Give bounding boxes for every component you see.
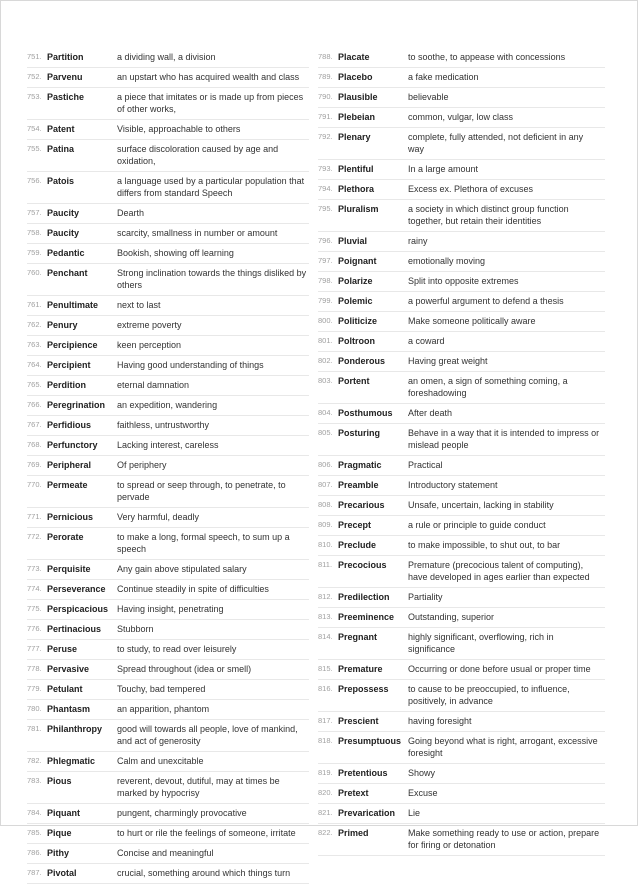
vocab-entry <box>318 272 605 292</box>
vocab-entry <box>318 160 605 180</box>
entry-number: 766. <box>27 400 42 409</box>
vocab-entry <box>318 332 605 352</box>
vocab-entry <box>27 752 309 772</box>
entry-number: 809. <box>318 520 333 529</box>
entry-word: Placebo <box>338 72 373 82</box>
entry-definition: scarcity, smallness in number or amount <box>117 228 278 238</box>
entry-definition: reverent, devout, dutiful, may at times be marked by hypocrisy <box>117 776 280 798</box>
entry-definition: to make impossible, to shut out, to bar <box>408 540 561 550</box>
entry-number: 803. <box>318 376 333 385</box>
entry-definition: Partiality <box>408 592 443 602</box>
vocab-entry <box>318 312 605 332</box>
entry-definition: extreme poverty <box>117 320 182 330</box>
entry-word: Poignant <box>338 256 377 266</box>
entry-definition: Introductory statement <box>408 480 498 490</box>
entry-number: 816. <box>318 684 333 693</box>
vocab-entry <box>27 48 309 68</box>
entry-number: 763. <box>27 340 42 349</box>
entry-definition: Behave in a way that it is intended to impress or mislead people <box>408 428 600 450</box>
entry-word: Preclude <box>338 540 377 550</box>
entry-definition: Bookish, showing off learning <box>117 248 234 258</box>
entry-word: Pastiche <box>47 92 85 102</box>
entry-number: 765. <box>27 380 42 389</box>
vocab-entry <box>27 508 309 528</box>
entry-definition: to study, to read over leisurely <box>117 644 237 654</box>
entry-number: 812. <box>318 592 333 601</box>
vocab-entry <box>318 108 605 128</box>
vocab-entry <box>27 528 309 560</box>
entry-word: Peregrination <box>47 400 106 410</box>
entry-number: 804. <box>318 408 333 417</box>
vocab-entry <box>27 640 309 660</box>
entry-number: 762. <box>27 320 42 329</box>
entry-definition: a rule or principle to guide conduct <box>408 520 546 530</box>
entry-number: 782. <box>27 756 42 765</box>
vocab-entry <box>318 536 605 556</box>
entry-number: 810. <box>318 540 333 549</box>
entry-number: 792. <box>318 132 333 141</box>
vocab-entry <box>318 608 605 628</box>
vocab-entry <box>318 68 605 88</box>
entry-number: 778. <box>27 664 42 673</box>
entry-word: Pedantic <box>47 248 85 258</box>
entry-word: Phantasm <box>47 704 91 714</box>
entry-number: 790. <box>318 92 333 101</box>
vocab-entry <box>27 720 309 752</box>
entry-word: Plentiful <box>338 164 374 174</box>
vocab-entry <box>318 128 605 160</box>
entry-word: Predilection <box>338 592 390 602</box>
vocab-entry <box>27 224 309 244</box>
entry-number: 801. <box>318 336 333 345</box>
entry-word: Posthumous <box>338 408 393 418</box>
vocab-entry <box>27 772 309 804</box>
entry-word: Pernicious <box>47 512 94 522</box>
vocab-entry <box>27 844 309 864</box>
vocab-entry <box>318 628 605 660</box>
entry-word: Preamble <box>338 480 379 490</box>
entry-number: 785. <box>27 828 42 837</box>
vocab-entry <box>27 120 309 140</box>
entry-definition: crucial, something around which things turn <box>117 868 291 878</box>
vocab-entry <box>27 172 309 204</box>
entry-word: Plausible <box>338 92 378 102</box>
entry-number: 773. <box>27 564 42 573</box>
entry-word: Precarious <box>338 500 385 510</box>
vocab-entry <box>318 824 605 856</box>
entry-word: Primed <box>338 828 369 838</box>
entry-word: Perspicacious <box>47 604 109 614</box>
entry-definition: Premature (precocious talent of computing), have developed in ages earlier than expected <box>408 560 590 582</box>
entry-definition: common, vulgar, low class <box>408 112 514 122</box>
entry-definition: Spread throughout (idea or smell) <box>117 664 252 674</box>
entry-word: Precocious <box>338 560 387 570</box>
entry-number: 776. <box>27 624 42 633</box>
entry-word: Permeate <box>47 480 88 490</box>
entry-number: 821. <box>318 808 333 817</box>
vocab-entry <box>318 712 605 732</box>
entry-definition: Strong inclination towards the things disliked by others <box>117 268 307 290</box>
entry-number: 817. <box>318 716 333 725</box>
entry-word: Penury <box>47 320 78 330</box>
vocab-entry <box>27 204 309 224</box>
entry-number: 772. <box>27 532 42 541</box>
entry-number: 819. <box>318 768 333 777</box>
entry-definition: Occurring or done before usual or proper time <box>408 664 591 674</box>
entry-word: Pique <box>47 828 72 838</box>
entry-number: 760. <box>27 268 42 277</box>
entry-word: Preeminence <box>338 612 395 622</box>
entry-number: 754. <box>27 124 42 133</box>
vocab-entry <box>318 88 605 108</box>
entry-definition: pungent, charmingly provocative <box>117 808 247 818</box>
entry-definition: Lie <box>408 808 421 818</box>
entry-definition: a fake medication <box>408 72 479 82</box>
vocab-entry <box>27 660 309 680</box>
entry-definition: Make something ready to use or action, prepare for firing or detonation <box>408 828 600 850</box>
vocab-entry <box>318 352 605 372</box>
vocab-entry <box>27 476 309 508</box>
entry-word: Prevarication <box>338 808 396 818</box>
entry-number: 781. <box>27 724 42 733</box>
entry-number: 806. <box>318 460 333 469</box>
entry-number: 808. <box>318 500 333 509</box>
entry-number: 811. <box>318 560 333 569</box>
vocab-entry <box>318 404 605 424</box>
entry-word: Patois <box>47 176 75 186</box>
entry-word: Paucity <box>47 228 80 238</box>
vocab-entry <box>318 496 605 516</box>
vocab-entry <box>318 456 605 476</box>
entry-number: 770. <box>27 480 42 489</box>
entry-number: 802. <box>318 356 333 365</box>
entry-definition: faithless, untrustworthy <box>117 420 210 430</box>
entry-word: Perdition <box>47 380 87 390</box>
entry-word: Pivotal <box>47 868 77 878</box>
entry-definition: a powerful argument to defend a thesis <box>408 296 564 306</box>
entry-number: 783. <box>27 776 42 785</box>
entry-word: Penultimate <box>47 300 99 310</box>
vocab-entry <box>318 660 605 680</box>
entry-definition: good will towards all people, love of mankind, and act of generosity <box>117 724 298 746</box>
entry-definition: rainy <box>408 236 428 246</box>
entry-word: Poltroon <box>338 336 375 346</box>
entry-number: 756. <box>27 176 42 185</box>
vocab-entry <box>318 232 605 252</box>
vocab-entry <box>318 516 605 536</box>
entry-word: Pretentious <box>338 768 388 778</box>
entry-word: Pertinacious <box>47 624 102 634</box>
entry-definition: Going beyond what is right, arrogant, excessive foresight <box>408 736 598 758</box>
entry-number: 764. <box>27 360 42 369</box>
entry-number: 818. <box>318 736 333 745</box>
entry-definition: having foresight <box>408 716 472 726</box>
entry-number: 800. <box>318 316 333 325</box>
entry-definition: to hurt or rile the feelings of someone, irritate <box>117 828 296 838</box>
entry-word: Politicize <box>338 316 378 326</box>
entry-definition: Calm and unexcitable <box>117 756 204 766</box>
entry-definition: Make someone politically aware <box>408 316 536 326</box>
entry-number: 758. <box>27 228 42 237</box>
entry-number: 796. <box>318 236 333 245</box>
vocab-entry <box>318 252 605 272</box>
entry-word: Pithy <box>47 848 70 858</box>
entry-word: Perorate <box>47 532 84 542</box>
vocab-entry <box>27 700 309 720</box>
entry-word: Parvenu <box>47 72 83 82</box>
entry-number: 795. <box>318 204 333 213</box>
entry-definition: In a large amount <box>408 164 479 174</box>
vocab-entry <box>27 680 309 700</box>
entry-word: Premature <box>338 664 383 674</box>
entry-definition: Stubborn <box>117 624 154 634</box>
vocab-entry <box>318 804 605 824</box>
entry-definition: to soothe, to appease with concessions <box>408 52 566 62</box>
entry-number: 815. <box>318 664 333 673</box>
vocab-entry <box>27 804 309 824</box>
vocab-entry <box>318 292 605 312</box>
entry-definition: to cause to be preoccupied, to influence, positively, in advance <box>408 684 570 706</box>
entry-definition: Very harmful, deadly <box>117 512 200 522</box>
entry-number: 788. <box>318 52 333 61</box>
entry-number: 777. <box>27 644 42 653</box>
entry-word: Penchant <box>47 268 88 278</box>
vocab-entry <box>27 456 309 476</box>
entry-definition: surface discoloration caused by age and oxidation, <box>117 144 279 166</box>
vocab-entry <box>27 68 309 88</box>
entry-word: Pragmatic <box>338 460 382 470</box>
entry-definition: After death <box>408 408 453 418</box>
entry-number: 784. <box>27 808 42 817</box>
entry-number: 755. <box>27 144 42 153</box>
entry-definition: Excess ex. Plethora of excuses <box>408 184 534 194</box>
vocab-entry <box>27 580 309 600</box>
entry-number: 753. <box>27 92 42 101</box>
entry-word: Patent <box>47 124 75 134</box>
entry-word: Piquant <box>47 808 80 818</box>
entry-word: Placate <box>338 52 370 62</box>
entry-definition: eternal damnation <box>117 380 190 390</box>
entry-definition: Unsafe, uncertain, lacking in stability <box>408 500 554 510</box>
entry-number: 775. <box>27 604 42 613</box>
vocab-entry <box>27 824 309 844</box>
vocab-entry <box>27 88 309 120</box>
vocab-entry <box>27 376 309 396</box>
entry-number: 794. <box>318 184 333 193</box>
entry-word: Perseverance <box>47 584 106 594</box>
entry-word: Polemic <box>338 296 373 306</box>
entry-word: Pregnant <box>338 632 378 642</box>
entry-word: Percipient <box>47 360 91 370</box>
entry-definition: Any gain above stipulated salary <box>117 564 247 574</box>
entry-number: 759. <box>27 248 42 257</box>
entry-word: Perfidious <box>47 420 92 430</box>
vocab-entry <box>27 316 309 336</box>
entry-number: 779. <box>27 684 42 693</box>
entry-number: 789. <box>318 72 333 81</box>
vocab-entry <box>318 764 605 784</box>
entry-definition: Having good understanding of things <box>117 360 264 370</box>
entry-definition: a society in which distinct group function together, but retain their identities <box>408 204 569 226</box>
entry-number: 786. <box>27 848 42 857</box>
entry-number: 769. <box>27 460 42 469</box>
entry-number: 787. <box>27 868 42 877</box>
vocab-entry <box>318 48 605 68</box>
entry-word: Petulant <box>47 684 83 694</box>
entry-word: Pretext <box>338 788 369 798</box>
vocab-entry <box>27 864 309 884</box>
entry-word: Polarize <box>338 276 373 286</box>
entry-word: Perquisite <box>47 564 91 574</box>
entry-definition: Lacking interest, careless <box>117 440 219 450</box>
entry-word: Partition <box>47 52 84 62</box>
entry-definition: Outstanding, superior <box>408 612 495 622</box>
entry-definition: an omen, a sign of something coming, a foreshadowing <box>408 376 568 398</box>
vocab-entry <box>27 396 309 416</box>
entry-number: 820. <box>318 788 333 797</box>
entry-definition: a dividing wall, a division <box>117 52 216 62</box>
entry-word: Pervasive <box>47 664 90 674</box>
entry-number: 798. <box>318 276 333 285</box>
vocab-entry <box>318 556 605 588</box>
vocab-entry <box>318 680 605 712</box>
entry-definition: Of periphery <box>117 460 167 470</box>
entry-number: 752. <box>27 72 42 81</box>
entry-number: 822. <box>318 828 333 837</box>
entry-word: Plethora <box>338 184 375 194</box>
entry-word: Portent <box>338 376 370 386</box>
entry-word: Peripheral <box>47 460 92 470</box>
entry-definition: Excuse <box>408 788 438 798</box>
vocab-entry <box>27 356 309 376</box>
vocab-entry <box>318 784 605 804</box>
entry-number: 771. <box>27 512 42 521</box>
entry-word: Peruse <box>47 644 78 654</box>
entry-word: Plenary <box>338 132 371 142</box>
entry-word: Pluralism <box>338 204 379 214</box>
vocab-entry <box>27 244 309 264</box>
entry-number: 767. <box>27 420 42 429</box>
entry-number: 813. <box>318 612 333 621</box>
entry-number: 757. <box>27 208 42 217</box>
entry-word: Perfunctory <box>47 440 98 450</box>
entry-definition: Dearth <box>117 208 145 218</box>
entry-definition: a coward <box>408 336 445 346</box>
vocab-entry <box>318 476 605 496</box>
entry-definition: a piece that imitates or is made up from pieces of other works, <box>117 92 304 114</box>
vocab-entry <box>27 140 309 172</box>
entry-number: 799. <box>318 296 333 305</box>
entry-definition: Touchy, bad tempered <box>117 684 206 694</box>
entry-word: Pluvial <box>338 236 368 246</box>
entry-word: Ponderous <box>338 356 386 366</box>
entry-definition: Continue steadily in spite of difficulties <box>117 584 269 594</box>
entry-definition: Showy <box>408 768 436 778</box>
vocab-entry <box>27 416 309 436</box>
entry-number: 797. <box>318 256 333 265</box>
entry-number: 791. <box>318 112 333 121</box>
entry-definition: highly significant, overflowing, rich in significance <box>408 632 554 654</box>
entry-word: Percipience <box>47 340 98 350</box>
entry-number: 751. <box>27 52 42 61</box>
entry-word: Pious <box>47 776 72 786</box>
vocab-entry <box>27 336 309 356</box>
entry-number: 793. <box>318 164 333 173</box>
entry-word: Philanthropy <box>47 724 103 734</box>
entry-definition: believable <box>408 92 449 102</box>
vocab-entry <box>318 424 605 456</box>
left-column <box>27 48 309 884</box>
entry-word: Prepossess <box>338 684 389 694</box>
entry-definition: Visible, approachable to others <box>117 124 241 134</box>
vocab-entry <box>27 436 309 456</box>
entry-definition: complete, fully attended, not deficient in any way <box>408 132 584 154</box>
vocab-entry <box>318 180 605 200</box>
entry-definition: emotionally moving <box>408 256 486 266</box>
entry-definition: to make a long, formal speech, to sum up a speech <box>117 532 290 554</box>
entry-definition: an expedition, wandering <box>117 400 218 410</box>
entry-definition: next to last <box>117 300 161 310</box>
vocab-entry <box>27 600 309 620</box>
entry-definition: to spread or seep through, to penetrate, to pervade <box>117 480 286 502</box>
entry-number: 768. <box>27 440 42 449</box>
entry-definition: keen perception <box>117 340 182 350</box>
entry-number: 814. <box>318 632 333 641</box>
entry-definition: Concise and meaningful <box>117 848 214 858</box>
entry-definition: Having insight, penetrating <box>117 604 224 614</box>
entry-definition: Having great weight <box>408 356 488 366</box>
vocab-entry <box>318 372 605 404</box>
entry-word: Presumptuous <box>338 736 402 746</box>
entry-word: Posturing <box>338 428 380 438</box>
entry-number: 774. <box>27 584 42 593</box>
entry-definition: an upstart who has acquired wealth and class <box>117 72 300 82</box>
entry-definition: Practical <box>408 460 443 470</box>
vocab-entry <box>27 264 309 296</box>
entry-word: Patina <box>47 144 75 154</box>
right-column <box>318 48 605 856</box>
vocab-entry <box>318 588 605 608</box>
entry-word: Plebeian <box>338 112 376 122</box>
entry-number: 805. <box>318 428 333 437</box>
entry-word: Paucity <box>47 208 80 218</box>
entry-word: Precept <box>338 520 372 530</box>
entry-number: 807. <box>318 480 333 489</box>
vocab-entry <box>27 296 309 316</box>
entry-number: 780. <box>27 704 42 713</box>
entry-definition: a language used by a particular population that differs from standard Speech <box>117 176 305 198</box>
entry-word: Phlegmatic <box>47 756 96 766</box>
vocab-entry <box>318 200 605 232</box>
entry-number: 761. <box>27 300 42 309</box>
vocab-entry <box>27 560 309 580</box>
entry-definition: Split into opposite extremes <box>408 276 519 286</box>
entry-definition: an apparition, phantom <box>117 704 210 714</box>
vocab-entry <box>318 732 605 764</box>
vocab-entry <box>27 620 309 640</box>
entry-word: Prescient <box>338 716 379 726</box>
